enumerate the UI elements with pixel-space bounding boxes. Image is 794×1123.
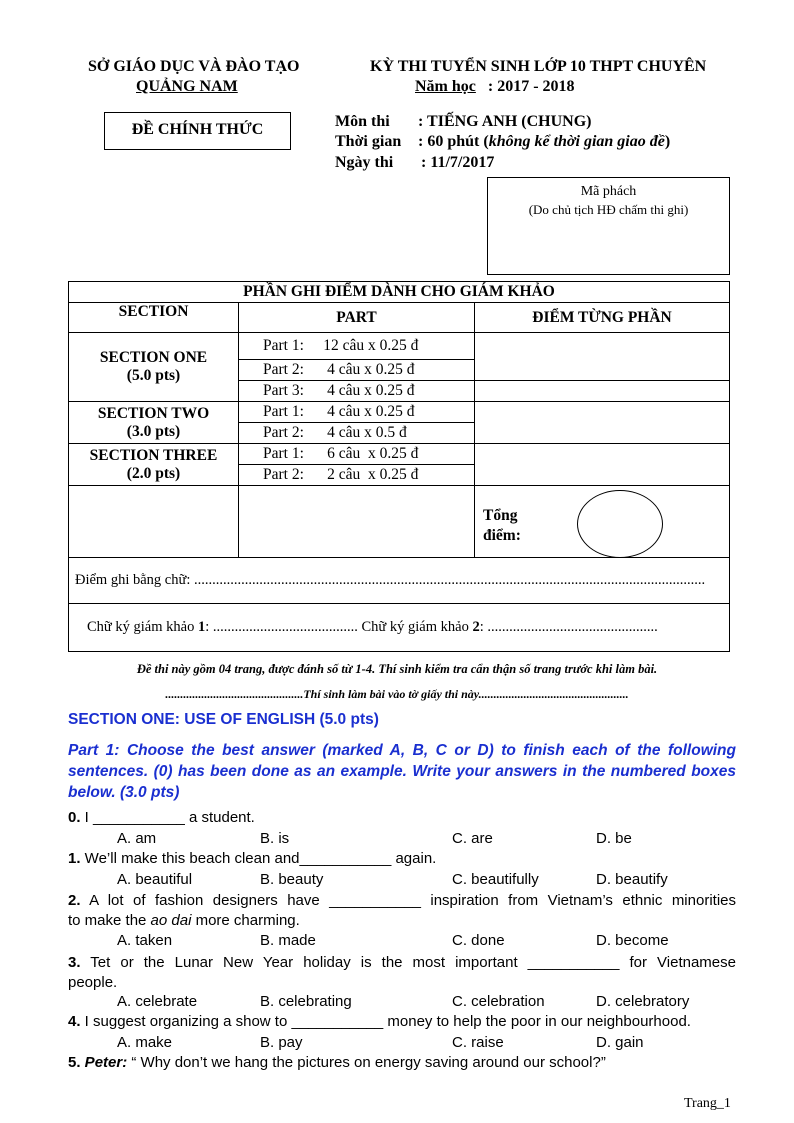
question-1-option-c[interactable]: C. beautifully xyxy=(452,871,539,888)
part-1-instr-line-3: below. (3.0 pts) xyxy=(68,784,180,801)
examiner-2-num: 2 xyxy=(472,619,480,635)
question-4-option-a[interactable]: A. make xyxy=(117,1034,173,1051)
examiner-1-label: Chữ ký giám khảo xyxy=(87,619,198,635)
question-text-2a: to make the xyxy=(68,912,151,929)
question-number: 0. xyxy=(68,809,81,826)
time-close: ) xyxy=(664,133,671,150)
examiner-1-num: 1 xyxy=(197,619,206,635)
section-one-title: SECTION ONE: USE OF ENGLISH (5.0 pts) xyxy=(68,711,379,728)
question-3-line-2: people. xyxy=(68,974,118,991)
section-two-name: SECTION TWO xyxy=(97,404,210,422)
question-2-option-c[interactable]: C. done xyxy=(452,932,505,949)
total-empty-part xyxy=(239,486,475,558)
year-value: : 2017 - 2018 xyxy=(487,78,575,95)
section-one-part-1: Part 1: 12 câu x 0.25 đ xyxy=(239,333,475,360)
province-name: QUẢNG NAM xyxy=(136,78,238,95)
section-one-points-cell-1[interactable] xyxy=(475,333,730,381)
question-0-option-c[interactable]: C. are xyxy=(452,830,493,847)
question-text: I ___________ a student. xyxy=(80,809,255,826)
question-4-option-d[interactable]: D. gain xyxy=(596,1034,644,1051)
question-text: Tet or the Lunar New Year holiday is the most important ___________ for Vietnamese xyxy=(80,954,736,971)
section-two-part-2: Part 2: 4 câu x 0.5 đ xyxy=(239,423,475,444)
part-1-instructions xyxy=(68,740,736,803)
section-one-pts: (5.0 pts) xyxy=(126,367,181,384)
question-1-option-b[interactable]: B. beauty xyxy=(260,871,324,888)
section-one-part-3: Part 3: 4 câu x 0.25 đ xyxy=(239,381,475,402)
official-exam-box: ĐỀ CHÍNH THỨC xyxy=(104,112,291,150)
question-text: “ Why don’t we hang the pictures on energy saving around our school?” xyxy=(127,1054,606,1071)
question-number: 2. xyxy=(68,892,81,909)
part-1-instr-line-1: Part 1: Choose the best answer (marked A, B, C or D) to finish each of the following xyxy=(68,742,736,759)
section-one-part-2: Part 2: 4 câu x 0.25 đ xyxy=(239,360,475,381)
question-0-option-b[interactable]: B. is xyxy=(260,830,290,847)
question-2-option-d[interactable]: D. become xyxy=(596,932,669,949)
question-text: A lot of fashion designers have ___________ inspiration from Vietnam’s ethnic minorities xyxy=(80,892,736,909)
total-label-2: điểm: xyxy=(483,527,521,544)
total-label xyxy=(483,506,521,546)
time-text: : 60 phút ( xyxy=(418,133,489,150)
question-speaker: Peter: xyxy=(80,1054,128,1071)
question-0-option-d[interactable]: D. be xyxy=(596,830,632,847)
examiner-2-signature-line[interactable]: : ............................................... xyxy=(479,619,658,635)
section-two-points-cell[interactable] xyxy=(475,402,730,444)
question-4-option-c[interactable]: C. raise xyxy=(452,1034,504,1051)
time-label: Thời gian xyxy=(335,133,402,150)
question-1-option-d[interactable]: D. beautify xyxy=(596,871,668,888)
year-label: Năm học xyxy=(415,78,476,95)
subject-label: Môn thi xyxy=(335,113,390,130)
question-2-option-b[interactable]: B. made xyxy=(260,932,316,949)
time-value xyxy=(418,133,670,151)
code-title: Mã phách xyxy=(580,184,637,199)
question-0 xyxy=(68,809,255,826)
question-number: 1. xyxy=(68,850,81,867)
question-3-option-c[interactable]: C. celebration xyxy=(452,993,545,1010)
examiner-2-label: Chữ ký giám khảo xyxy=(357,619,473,635)
code-note: (Do chủ tịch HĐ chấm thi ghi) xyxy=(528,202,689,217)
section-three-part-1: Part 1: 6 câu x 0.25 đ xyxy=(239,444,475,465)
subject-value: : TIẾNG ANH (CHUNG) xyxy=(418,113,592,130)
question-4 xyxy=(68,1013,691,1030)
question-1 xyxy=(68,850,436,867)
section-one-cell xyxy=(69,333,239,402)
question-text-2b: more charming. xyxy=(191,912,300,929)
section-one-points-cell-2[interactable] xyxy=(475,381,730,402)
question-3-option-a[interactable]: A. celebrate xyxy=(117,993,198,1010)
total-label-1: Tổng xyxy=(483,507,518,524)
question-number: 5. xyxy=(68,1054,81,1071)
question-3-option-d[interactable]: D. celebratory xyxy=(596,993,690,1010)
question-3-option-b[interactable]: B. celebrating xyxy=(260,993,352,1010)
question-text: We’ll make this beach clean and___________ again. xyxy=(80,850,437,867)
question-2 xyxy=(68,891,736,931)
time-italic: không kể thời gian giao đề xyxy=(488,133,665,150)
total-score-circle[interactable] xyxy=(577,490,663,558)
date-value: : 11/7/2017 xyxy=(421,154,495,171)
total-cell xyxy=(475,486,730,558)
candidate-code-box xyxy=(487,177,730,275)
question-0-option-a[interactable]: A. am xyxy=(117,830,157,847)
question-text-italic: ao dai xyxy=(150,912,192,929)
score-table xyxy=(68,281,730,652)
question-number: 4. xyxy=(68,1013,81,1030)
col-points-header: ĐIỂM TỪNG PHẦN xyxy=(475,303,730,333)
score-table-title: PHẦN GHI ĐIỂM DÀNH CHO GIÁM KHẢO xyxy=(69,282,730,303)
section-two-pts: (3.0 pts) xyxy=(126,422,181,440)
examiner-signatures xyxy=(69,604,730,652)
section-two-part-1: Part 1: 4 câu x 0.25 đ xyxy=(239,402,475,423)
question-text: I suggest organizing a show to ___________ money to help the poor in our neighbourhood. xyxy=(80,1013,691,1030)
date-label: Ngày thi xyxy=(335,154,394,171)
section-one-name: SECTION ONE xyxy=(99,349,208,366)
question-3 xyxy=(68,953,736,993)
question-5 xyxy=(68,1054,606,1071)
section-three-pts: (2.0 pts) xyxy=(126,464,181,482)
section-two-cell xyxy=(69,402,239,444)
col-section-header: SECTION xyxy=(69,303,239,333)
question-1-option-a[interactable]: A. beautiful xyxy=(117,871,193,888)
total-empty-section xyxy=(69,486,239,558)
question-2-option-a[interactable]: A. taken xyxy=(117,932,173,949)
exam-title: KỲ THI TUYỂN SINH LỚP 10 THPT CHUYÊN xyxy=(370,58,707,75)
question-3-line-1 xyxy=(68,953,736,973)
examiner-1-signature-line[interactable]: : ........................................ xyxy=(205,619,358,635)
part-1-instr-line-2: sentences. (0) has been done as an example. Write your answers in the numbered boxes xyxy=(68,763,736,780)
department-name: SỞ GIÁO DỤC VÀ ĐÀO TẠO xyxy=(88,58,300,75)
answer-on-paper-note: ..............................................Thí sinh làm bài vào tờ giấy thi này.................................................. xyxy=(165,687,629,701)
col-part-header: PART xyxy=(239,303,475,333)
question-2-line-1 xyxy=(68,891,736,911)
question-number: 3. xyxy=(68,954,81,971)
section-three-part-2: Part 2: 2 câu x 0.25 đ xyxy=(239,465,475,486)
page-count-note: Đề thi này gồm 04 trang, được đánh số từ 1-4. Thí sinh kiểm tra cẩn thận số trang trước khi làm bài. xyxy=(136,662,658,676)
section-three-name: SECTION THREE xyxy=(89,446,218,464)
question-2-line-2 xyxy=(68,911,736,931)
question-4-option-b[interactable]: B. pay xyxy=(260,1034,303,1051)
score-in-words[interactable]: Điểm ghi bằng chữ: ............................................................................................................................................. xyxy=(69,558,730,604)
page-number: Trang_1 xyxy=(684,1096,731,1111)
section-three-cell xyxy=(69,444,239,486)
section-three-points-cell[interactable] xyxy=(475,444,730,486)
school-year xyxy=(415,78,575,96)
